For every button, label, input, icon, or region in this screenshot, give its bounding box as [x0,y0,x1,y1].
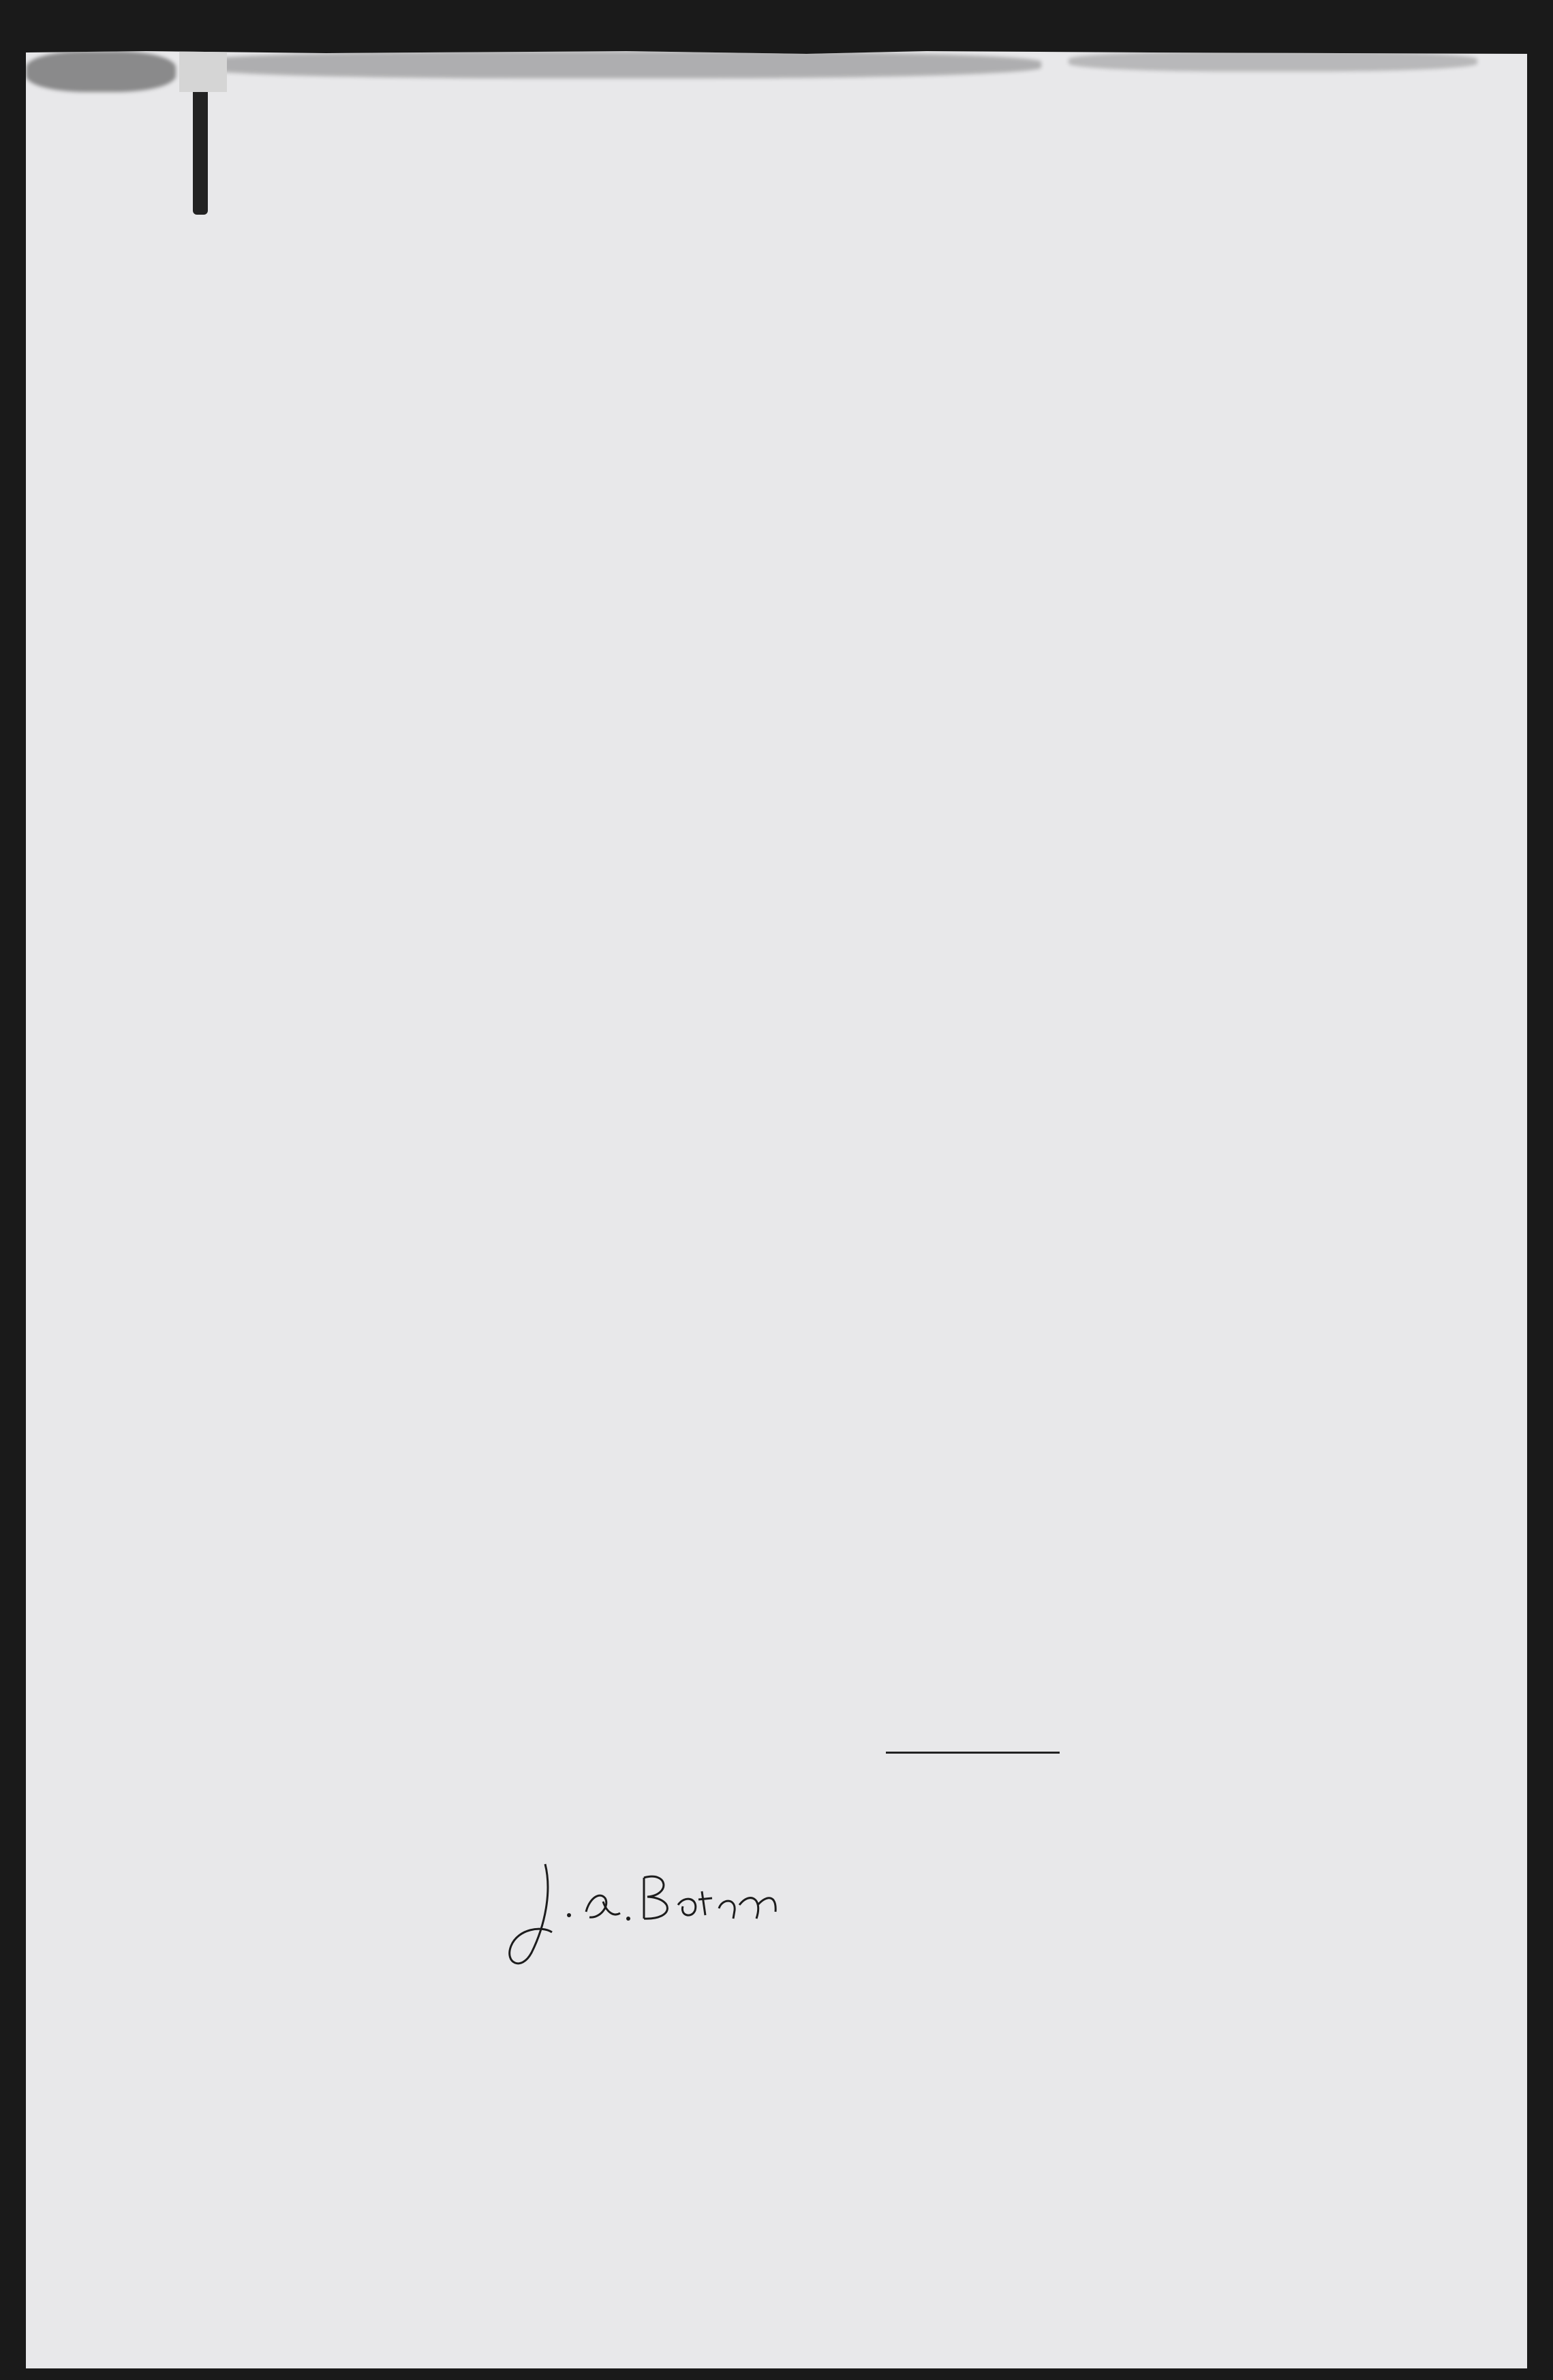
ink-smudge [1068,51,1477,72]
document-page [26,51,1527,2368]
binder-mark [193,78,208,215]
binder-mark [179,44,227,92]
ink-smudge [189,51,1041,78]
handwritten-signature [504,1850,790,1973]
strike-extension-line [886,1752,1060,1754]
ink-smudge [26,51,176,92]
